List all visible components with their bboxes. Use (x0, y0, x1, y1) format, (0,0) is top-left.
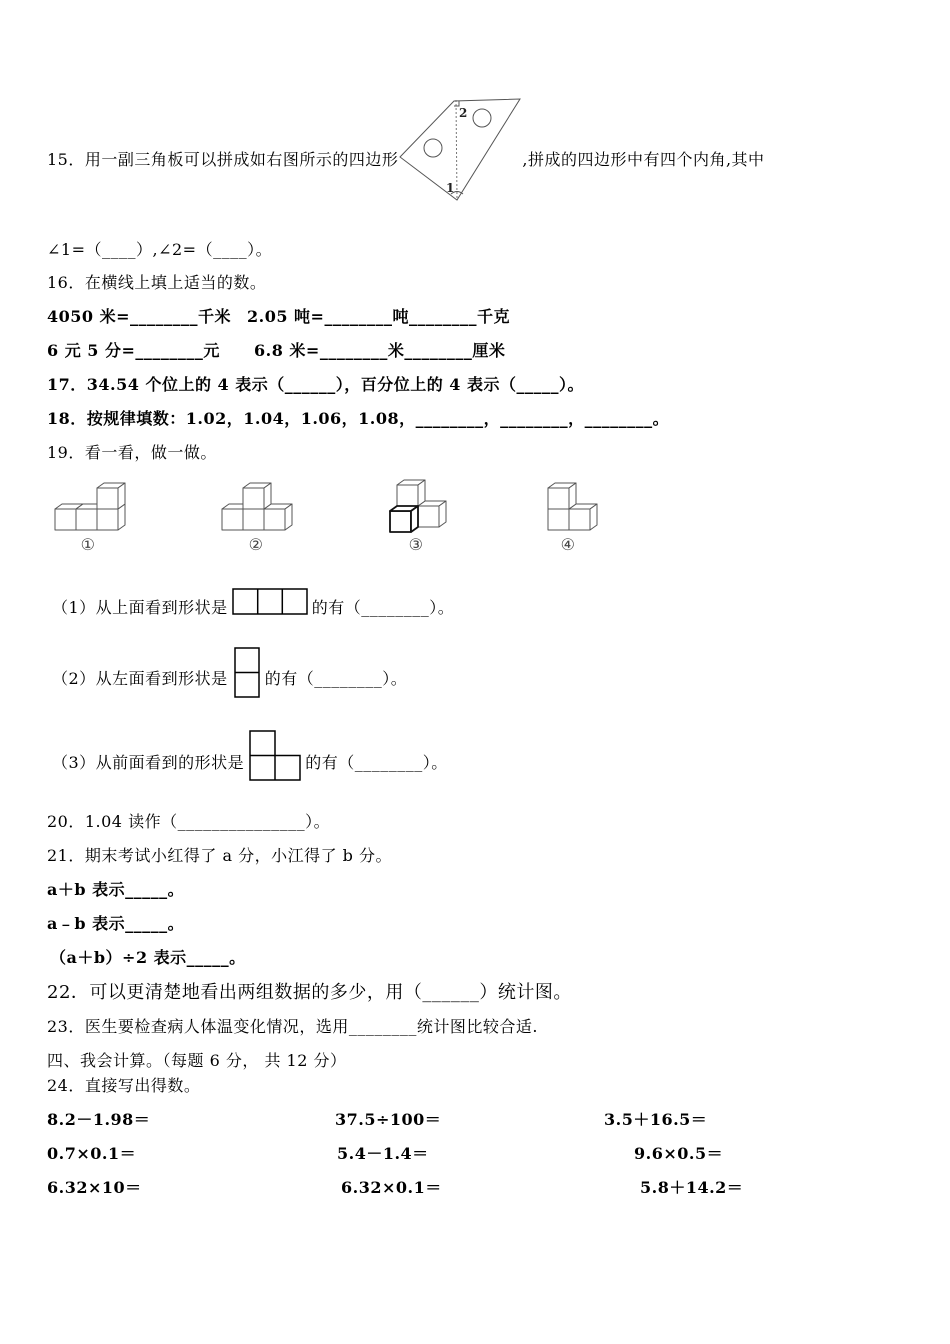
question-19-part-3 (52, 730, 448, 781)
question-19-part-2 (52, 647, 407, 698)
part-2-text: （2）从左面看到形状是 (52, 669, 228, 688)
question-16-item: 6.8 米=________米________厘米 (254, 341, 506, 360)
question-16-item: 6 元 5 分=________元 (47, 341, 220, 360)
cube-side-face (569, 483, 576, 509)
calc-item: 9.6×0.5＝ (634, 1144, 724, 1163)
cube-side-face (439, 501, 446, 527)
cube-side-face (264, 483, 271, 509)
cube-front-face (418, 506, 439, 527)
question-16-item: 2.05 吨=________吨________千克 (247, 307, 510, 326)
calc-item: 6.32×0.1＝ (341, 1178, 442, 1197)
cube-front-face (55, 509, 76, 530)
cube-figure-4 (548, 483, 597, 530)
set-square-hole-right (473, 109, 491, 127)
cube-front-face (390, 511, 411, 532)
front-view-shape (249, 730, 301, 781)
dashed-divider-line (456, 100, 457, 199)
question-16-item: 4050 米=________千米 (47, 307, 232, 326)
question-17: 17．34.54 个位上的 4 表示（______），百分位上的 4 表示（_____）。 (47, 375, 584, 394)
question-15 (47, 95, 765, 203)
question-24-title: 24．直接写出得数。 (47, 1076, 201, 1095)
calc-item: 5.8＋14.2＝ (640, 1178, 744, 1197)
cube-front-face (243, 488, 264, 509)
question-15-text: 15．用一副三角板可以拼成如右图所示的四边形 (47, 150, 399, 169)
part-1-answer: 的有（________）。 (311, 598, 455, 617)
part-1-text: （1）从上面看到形状是 (52, 598, 228, 617)
question-21-line: （a＋b）÷2 表示_____。 (50, 948, 246, 967)
question-21-title: 21．期末考试小红得了 a 分，小江得了 b 分。 (47, 846, 392, 865)
cube-side-face (590, 504, 597, 530)
figure-label-1: ① (80, 535, 96, 554)
part-3-answer: 的有（________）。 (305, 753, 448, 772)
calc-item: 0.7×0.1＝ (47, 1144, 137, 1163)
cube-front-face (97, 488, 118, 509)
question-21-line: a＋b 表示_____。 (47, 880, 185, 899)
part-2-answer: 的有（________）。 (264, 669, 408, 688)
cube-figure-3 (390, 480, 446, 532)
cube-figures (0, 470, 650, 540)
calc-item: 3.5＋16.5＝ (604, 1110, 708, 1129)
question-20: 20．1.04 读作（_______________）。 (47, 812, 331, 831)
top-view-shape (232, 588, 308, 615)
cube-side-face (285, 504, 292, 530)
cube-side-face (118, 483, 125, 509)
cube-front-face (548, 509, 569, 530)
figure-label-3: ③ (408, 535, 424, 554)
question-18: 18．按规律填数：1.02，1.04，1.06，1.08，________，________，________。 (47, 409, 670, 428)
question-19-part-1 (52, 588, 454, 615)
question-15-text-continued: ,拼成的四边形中有四个内角,其中 (522, 150, 765, 169)
cube-figure-2 (222, 483, 292, 530)
cube-front-face (222, 509, 243, 530)
quadrilateral-figure (398, 95, 522, 203)
angle-2-label: 2 (459, 106, 469, 120)
cube-side-face (418, 480, 425, 506)
cube-figure-1 (55, 483, 125, 530)
figure-label-4: ④ (560, 535, 576, 554)
cube-front-face (548, 488, 569, 509)
figure-label-2: ② (248, 535, 264, 554)
question-16-title: 16．在横线上填上适当的数。 (47, 273, 267, 292)
question-15-answer-line: ∠1=（____）,∠2=（____）。 (47, 240, 273, 259)
cube-front-face (97, 509, 118, 530)
calc-item: 6.32×10＝ (47, 1178, 142, 1197)
cube-front-face (243, 509, 264, 530)
angle-1-label: 1 (446, 181, 456, 195)
cube-front-face (264, 509, 285, 530)
left-view-shape (234, 647, 260, 698)
question-19-title: 19．看一看，做一做。 (47, 443, 217, 462)
cube-side-face (411, 506, 418, 532)
calc-item: 37.5÷100＝ (335, 1110, 442, 1129)
cube-front-face (569, 509, 590, 530)
question-22: 22．可以更清楚地看出两组数据的多少，用（______）统计图。 (47, 982, 572, 1003)
question-21-line: a﹣b 表示_____。 (47, 914, 185, 933)
calc-item: 5.4－1.4＝ (337, 1144, 429, 1163)
cube-front-face (76, 509, 97, 530)
cube-front-face (397, 485, 418, 506)
calc-item: 8.2－1.98＝ (47, 1110, 151, 1129)
question-23: 23．医生要检查病人体温变化情况，选用________统计图比较合适. (47, 1017, 538, 1036)
section-4-title: 四、我会计算。（每题 6 分， 共 12 分） (47, 1051, 347, 1070)
set-square-hole-left (424, 139, 442, 157)
part-3-text: （3）从前面看到的形状是 (52, 753, 245, 772)
